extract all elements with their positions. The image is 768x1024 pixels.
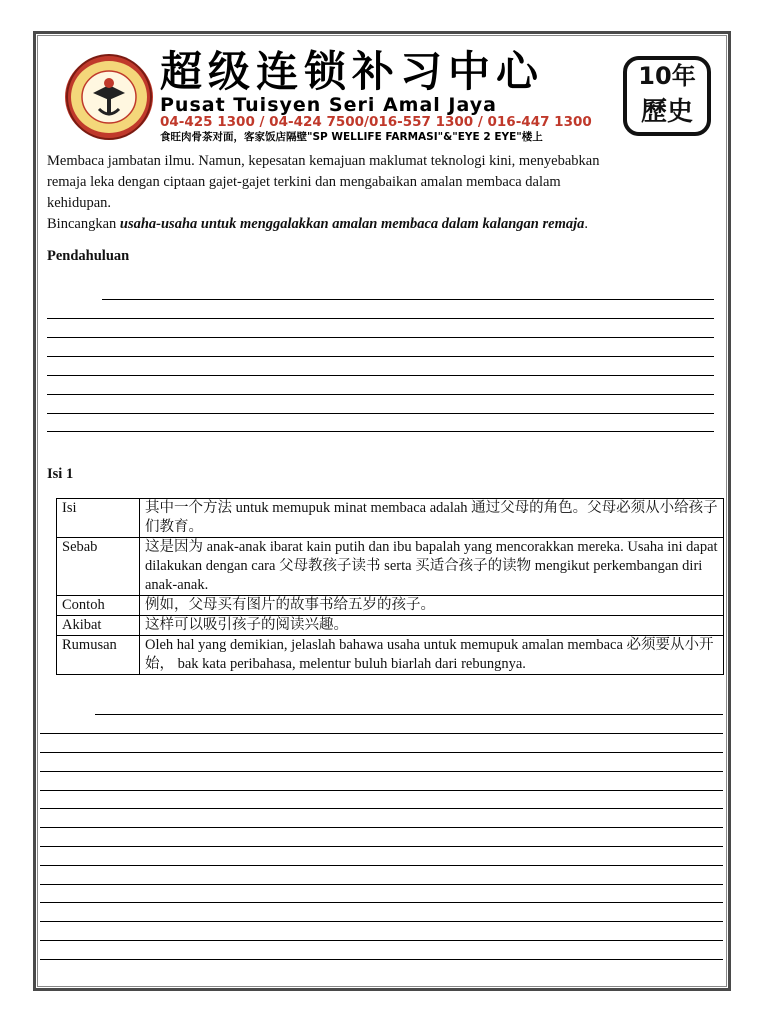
center-address: 食旺肉骨茶对面，客家饭店隔壁"SP WELLIFE FARMASI"&"EYE 2 EYE"楼上: [160, 131, 543, 143]
stamp-top-text: 10年: [638, 62, 696, 90]
essay-prompt: [47, 151, 727, 235]
writing-line: [40, 752, 723, 753]
writing-line: [40, 733, 723, 734]
prompt-line: remaja leka dengan ciptaan gajet-gajet terkini dan mengabaikan amalan membaca dalam: [47, 174, 561, 190]
row-label: Akibat: [57, 616, 140, 636]
table-row: [57, 636, 724, 675]
table-row: [57, 596, 724, 616]
row-label: Contoh: [57, 596, 140, 616]
prompt-line: Membaca jambatan ilmu. Namun, kepesatan kemajuan maklumat teknologi kini, menyebabkan: [47, 153, 600, 169]
stamp-bottom-text: 歷史: [640, 97, 693, 127]
center-title-chinese: 超级连锁补习中心: [160, 47, 545, 96]
table-row: [57, 616, 724, 636]
heading-pendahuluan: Pendahuluan: [47, 248, 130, 264]
writing-line: [102, 299, 714, 300]
isi-outline-table: [56, 498, 724, 675]
task-prefix: Bincangkan: [47, 216, 120, 232]
writing-line: [47, 394, 714, 395]
row-text: 例如，父母买有图片的故事书给五岁的孩子。: [140, 596, 724, 616]
writing-line: [47, 356, 714, 357]
row-label: Rumusan: [57, 636, 140, 675]
writing-line: [40, 790, 723, 791]
writing-line: [40, 902, 723, 903]
writing-line: [40, 771, 723, 772]
table-row: [57, 499, 724, 538]
row-text: Oleh hal yang demikian, jelaslah bahawa usaha untuk memupuk amalan membaca 必须要从小开始， bak kata peribahasa, melentur buluh biarlah dari rebungnya.: [140, 636, 724, 675]
row-text: 这样可以吸引孩子的阅读兴趣。: [140, 616, 724, 636]
center-title-malay: Pusat Tuisyen Seri Amal Jaya: [160, 94, 497, 116]
prompt-line: kehidupan.: [47, 195, 112, 211]
row-text: 其中一个方法 untuk memupuk minat membaca adalah 通过父母的角色。父母必须从小给孩子们教育。: [140, 499, 724, 538]
task-emphasis: usaha-usaha untuk menggalakkan amalan membaca dalam kalangan remaja: [119, 216, 585, 232]
writing-line: [40, 959, 723, 960]
writing-line: [95, 714, 723, 715]
writing-line: [40, 808, 723, 809]
ten-year-history-stamp: [622, 55, 712, 137]
row-label: Sebab: [57, 538, 140, 596]
writing-line: [47, 318, 714, 319]
writing-line: [47, 413, 714, 414]
super-education-group-logo: [63, 53, 155, 141]
writing-line: [40, 846, 723, 847]
writing-line: [40, 884, 723, 885]
writing-line: [40, 827, 723, 828]
writing-line: [47, 337, 714, 338]
essay-task: [47, 214, 727, 235]
writing-line: [40, 921, 723, 922]
writing-line: [47, 375, 714, 376]
row-label: Isi: [57, 499, 140, 538]
writing-line: [40, 865, 723, 866]
writing-line: [47, 431, 714, 432]
row-text: 这是因为 anak-anak ibarat kain putih dan ibu bapalah yang mencorakkan mereka. Usaha ini dapat dilakukan dengan cara 父母教孩子读书 serta 买适合孩子的读物 mengikut perkembangan diri anak-anak.: [140, 538, 724, 596]
writing-line: [40, 940, 723, 941]
phone-numbers: 04-425 1300 / 04-424 7500/016-557 1300 / 016-447 1300: [160, 114, 592, 130]
table-row: [57, 538, 724, 596]
heading-isi-1: Isi 1: [47, 466, 74, 482]
task-suffix: .: [584, 216, 589, 232]
